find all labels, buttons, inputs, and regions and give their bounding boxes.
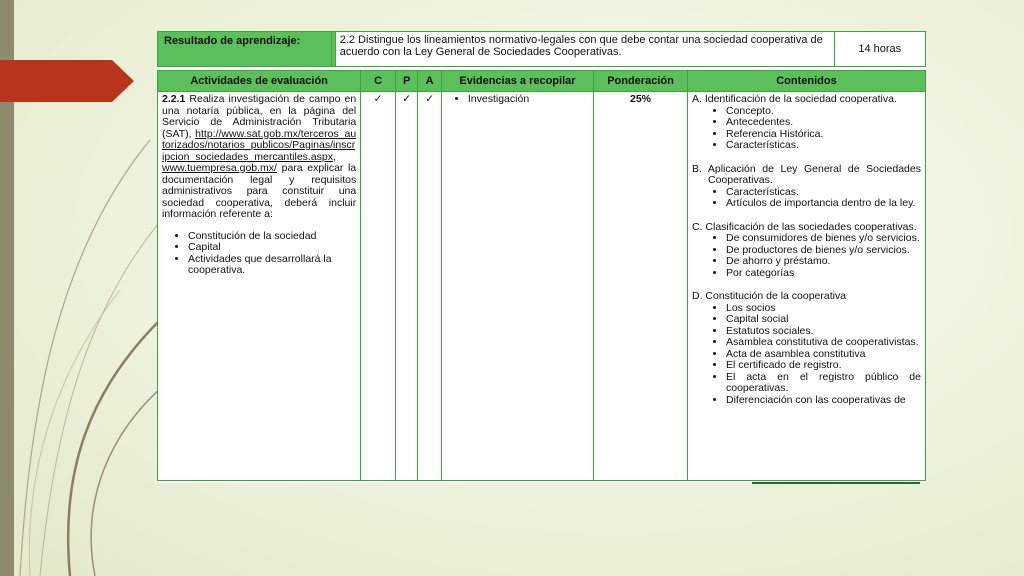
red-arrow-tab [0,60,134,102]
check-c: ✓ [361,92,396,481]
activity-cell [158,92,361,481]
list-item: • El certificado de registro. [726,360,921,372]
activity-text: Realiza investigación de campo en una notaría pública, en la página del Servicio de Administración Tributaria (SAT), [162,93,357,140]
col-header-a: A [418,71,441,92]
col-header-weighting: Ponderación [594,71,688,92]
list-item: • Referencia Histórica. [726,129,921,141]
list-item: • Características. [726,187,921,199]
contents-section-a: A. Identificación de la sociedad cooperativa. • Concepto. • Antecedentes. • Referencia Histórica. • Características. [692,94,921,152]
list-item: • El acta en el registro público de cooperativas. [726,372,921,395]
col-header-evidence: Evidencias a recopilar [441,71,593,92]
col-header-activities: Actividades de evaluación [158,71,361,92]
list-item: • Por categorías [726,268,921,280]
activity-text-2: para explicar la documentación legal y requisitos administrativos para constituir una sociedad cooperativa, deberá incluir información referente a: [162,162,357,220]
list-item: • Investigación [468,94,589,106]
document-page [157,31,926,483]
list-item: • De consumidores de bienes y/o servicios. [726,233,921,245]
list-item: • Estatutos sociales. [726,326,921,338]
contents-section-c: C. Clasificación de las sociedades cooperativas. • De consumidores de bienes y/o servicios. • De productores de bienes y/o servicios. • De ahorro y préstamo. • Por categorías [692,222,921,280]
list-item: • Constitución de la sociedad [188,231,356,243]
list-item: • Actividades que desarrollará la cooperativa. [188,254,356,277]
contents-section-b: B. Aplicación de Ley General de Sociedades Cooperativas. • Características. • Artículos de importancia dentro de la ley. [692,164,921,210]
col-header-contents: Contenidos [687,71,925,92]
sat-link[interactable]: http://www.sat.gob.mx/terceros_autorizados/notarios_publicos/Paginas/inscripcion_sociedades_mercantiles.aspx [162,127,357,163]
list-item: • Asamblea constitutiva de cooperativistas. [726,337,921,349]
list-item: • Antecedentes. [726,117,921,129]
list-item: • Concepto. [726,106,921,118]
list-item: • Artículos de importancia dentro de la ley. [726,198,921,210]
evaluation-table [157,70,926,481]
list-item: • Capital [188,242,356,254]
list-item: • De productores de bienes y/o servicios. [726,245,921,257]
hours-value: 14 horas [834,32,925,67]
learning-outcome-table [157,31,926,67]
col-header-p: P [395,71,417,92]
col-header-c: C [361,71,396,92]
list-item: • Características. [726,140,921,152]
list-item: • Los socios [726,303,921,315]
tuempresa-link[interactable]: www.tuempresa.gob.mx/ [162,162,277,174]
list-item: • Acta de asamblea constitutiva [726,349,921,361]
check-a: ✓ [418,92,441,481]
contents-cell [687,92,925,481]
evidence-cell [441,92,593,481]
activity-bullet-list [162,231,356,277]
page-cut-line [752,482,920,484]
result-label: Resultado de aprendizaje: [158,32,332,67]
link-separator: , [333,150,336,163]
list-item: • De ahorro y préstamo. [726,256,921,268]
check-p: ✓ [395,92,417,481]
list-item: • Capital social [726,314,921,326]
contents-section-d: D. Constitución de la cooperativa • Los socios • Capital social • Estatutos sociales. • Asamblea constitutiva de cooperativistas. • Acta de asamblea constitutiva • El certificado de registro. • El acta en el registro público de cooperativas. • Diferenciación con las cooperativas de [692,291,921,406]
result-description: 2.2 Distingue los lineamientos normativo-legales con que debe contar una sociedad cooperativa de acuerdo con la Ley General de Sociedades Cooperativas. [335,32,834,67]
activity-number: 2.2.1 [162,93,186,105]
list-item: • Diferenciación con las cooperativas de [726,395,921,407]
weighting-value: 25% [594,92,688,481]
